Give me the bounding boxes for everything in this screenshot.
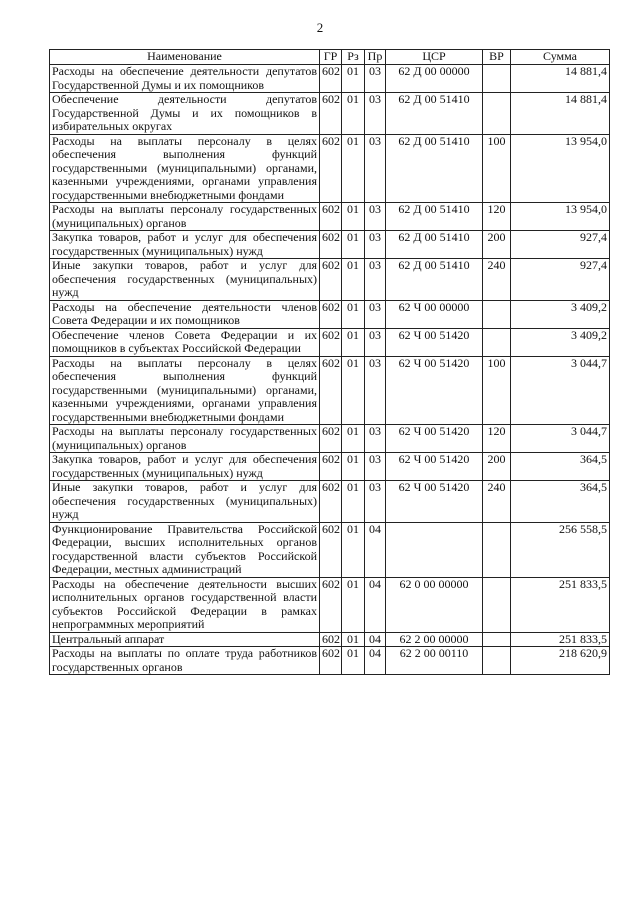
cell-rz: 01 [342,577,365,632]
cell-sum: 13 954,0 [511,203,610,231]
cell-csr: 62 Ч 00 51420 [386,356,483,425]
cell-name: Расходы на выплаты по оплате труда работников государственных органов [50,647,320,675]
cell-sum: 364,5 [511,453,610,481]
table-row [50,328,610,356]
cell-gr: 602 [320,522,342,577]
cell-csr: 62 Ч 00 51420 [386,481,483,523]
table-row [50,577,610,632]
cell-rz: 01 [342,647,365,675]
cell-csr: 62 Д 00 51410 [386,134,483,203]
cell-csr: 62 Д 00 51410 [386,93,483,135]
table-row [50,453,610,481]
cell-gr: 602 [320,425,342,453]
cell-gr: 602 [320,647,342,675]
cell-sum: 927,4 [511,231,610,259]
cell-sum: 13 954,0 [511,134,610,203]
column-header-name: Наименование [50,50,320,65]
cell-rz: 01 [342,425,365,453]
cell-name: Закупка товаров, работ и услуг для обеспечения государственных (муниципальных) нужд [50,453,320,481]
cell-sum: 3 409,2 [511,328,610,356]
table-row [50,300,610,328]
cell-name: Иные закупки товаров, работ и услуг для обеспечения государственных (муниципальных) нужд [50,259,320,301]
table-row [50,481,610,523]
table-header-row [50,50,610,65]
cell-csr: 62 Ч 00 51420 [386,453,483,481]
cell-vr [483,522,511,577]
cell-sum: 3 044,7 [511,425,610,453]
cell-gr: 602 [320,577,342,632]
cell-sum: 927,4 [511,259,610,301]
page-number: 2 [316,20,324,35]
cell-pr: 04 [365,632,386,647]
cell-csr: 62 Д 00 51410 [386,203,483,231]
cell-name: Расходы на обеспечение деятельности депутатов Государственной Думы и их помощников [50,65,320,93]
cell-csr: 62 Ч 00 51420 [386,425,483,453]
cell-vr: 100 [483,356,511,425]
cell-name: Расходы на выплаты персоналу в целях обеспечения выполнения функций государственными (муниципальными) органами, казенными учреждениями, органами управления государственными внебюджетными фондами [50,356,320,425]
cell-rz: 01 [342,259,365,301]
column-header-rz: Рз [342,50,365,65]
cell-csr: 62 Д 00 51410 [386,231,483,259]
column-header-sum: Сумма [511,50,610,65]
cell-csr: 62 Д 00 00000 [386,65,483,93]
column-header-vr: ВР [483,50,511,65]
cell-gr: 602 [320,328,342,356]
table-row [50,522,610,577]
cell-pr: 03 [365,425,386,453]
cell-pr: 04 [365,577,386,632]
cell-name: Расходы на выплаты персоналу в целях обеспечения выполнения функций государственными (муниципальными) органами, казенными учреждениями, органами управления государственными внебюджетными фондами [50,134,320,203]
cell-sum: 364,5 [511,481,610,523]
cell-rz: 01 [342,231,365,259]
cell-vr: 100 [483,134,511,203]
cell-pr: 03 [365,65,386,93]
cell-name: Закупка товаров, работ и услуг для обеспечения государственных (муниципальных) нужд [50,231,320,259]
cell-vr [483,93,511,135]
table-row [50,356,610,425]
column-header-gr: ГР [320,50,342,65]
cell-rz: 01 [342,632,365,647]
cell-pr: 03 [365,356,386,425]
table-row [50,425,610,453]
table-row [50,134,610,203]
cell-name: Расходы на выплаты персоналу государственных (муниципальных) органов [50,425,320,453]
cell-pr: 03 [365,93,386,135]
cell-gr: 602 [320,231,342,259]
cell-gr: 602 [320,300,342,328]
cell-rz: 01 [342,203,365,231]
cell-csr: 62 Д 00 51410 [386,259,483,301]
cell-sum: 251 833,5 [511,632,610,647]
cell-sum: 3 409,2 [511,300,610,328]
cell-sum: 14 881,4 [511,65,610,93]
table-row [50,93,610,135]
cell-gr: 602 [320,259,342,301]
cell-gr: 602 [320,134,342,203]
cell-pr: 03 [365,134,386,203]
cell-rz: 01 [342,134,365,203]
cell-vr [483,65,511,93]
table-row [50,203,610,231]
cell-vr: 200 [483,453,511,481]
cell-vr: 240 [483,259,511,301]
cell-gr: 602 [320,65,342,93]
cell-vr [483,647,511,675]
cell-csr [386,522,483,577]
cell-rz: 01 [342,328,365,356]
budget-table [49,49,610,675]
cell-gr: 602 [320,632,342,647]
cell-name: Расходы на обеспечение деятельности членов Совета Федерации и их помощников [50,300,320,328]
table-row [50,647,610,675]
cell-pr: 03 [365,300,386,328]
cell-pr: 04 [365,647,386,675]
cell-rz: 01 [342,453,365,481]
cell-rz: 01 [342,356,365,425]
cell-vr: 120 [483,203,511,231]
cell-sum: 3 044,7 [511,356,610,425]
cell-pr: 03 [365,259,386,301]
cell-name: Расходы на обеспечение деятельности высших исполнительных органов государственной власти субъектов Российской Федерации в рамках непрограммных мероприятий [50,577,320,632]
cell-name: Обеспечение членов Совета Федерации и их помощников в субъектах Российской Федерации [50,328,320,356]
cell-name: Функционирование Правительства Российской Федерации, высших исполнительных органов государственной власти субъектов Российской Федерации, местных администраций [50,522,320,577]
table-body [50,65,610,675]
cell-gr: 602 [320,203,342,231]
cell-vr [483,328,511,356]
cell-csr: 62 2 00 00110 [386,647,483,675]
cell-vr [483,300,511,328]
cell-name: Центральный аппарат [50,632,320,647]
cell-csr: 62 2 00 00000 [386,632,483,647]
table-row [50,65,610,93]
cell-pr: 04 [365,522,386,577]
cell-rz: 01 [342,93,365,135]
cell-vr: 120 [483,425,511,453]
cell-pr: 03 [365,203,386,231]
cell-pr: 03 [365,231,386,259]
table-row [50,632,610,647]
cell-pr: 03 [365,481,386,523]
cell-csr: 62 Ч 00 51420 [386,328,483,356]
cell-rz: 01 [342,481,365,523]
cell-gr: 602 [320,356,342,425]
cell-name: Расходы на выплаты персоналу государственных (муниципальных) органов [50,203,320,231]
cell-sum: 256 558,5 [511,522,610,577]
cell-sum: 251 833,5 [511,577,610,632]
cell-pr: 03 [365,328,386,356]
cell-gr: 602 [320,481,342,523]
column-header-csr: ЦСР [386,50,483,65]
cell-sum: 14 881,4 [511,93,610,135]
cell-vr [483,632,511,647]
cell-name: Иные закупки товаров, работ и услуг для обеспечения государственных (муниципальных) нужд [50,481,320,523]
cell-vr [483,577,511,632]
cell-pr: 03 [365,453,386,481]
table-row [50,259,610,301]
cell-name: Обеспечение деятельности депутатов Государственной Думы и их помощников в избирательных округах [50,93,320,135]
cell-gr: 602 [320,93,342,135]
cell-rz: 01 [342,522,365,577]
table-row [50,231,610,259]
cell-vr: 200 [483,231,511,259]
cell-gr: 602 [320,453,342,481]
cell-rz: 01 [342,65,365,93]
cell-csr: 62 Ч 00 00000 [386,300,483,328]
column-header-pr: Пр [365,50,386,65]
cell-rz: 01 [342,300,365,328]
cell-csr: 62 0 00 00000 [386,577,483,632]
cell-sum: 218 620,9 [511,647,610,675]
cell-vr: 240 [483,481,511,523]
